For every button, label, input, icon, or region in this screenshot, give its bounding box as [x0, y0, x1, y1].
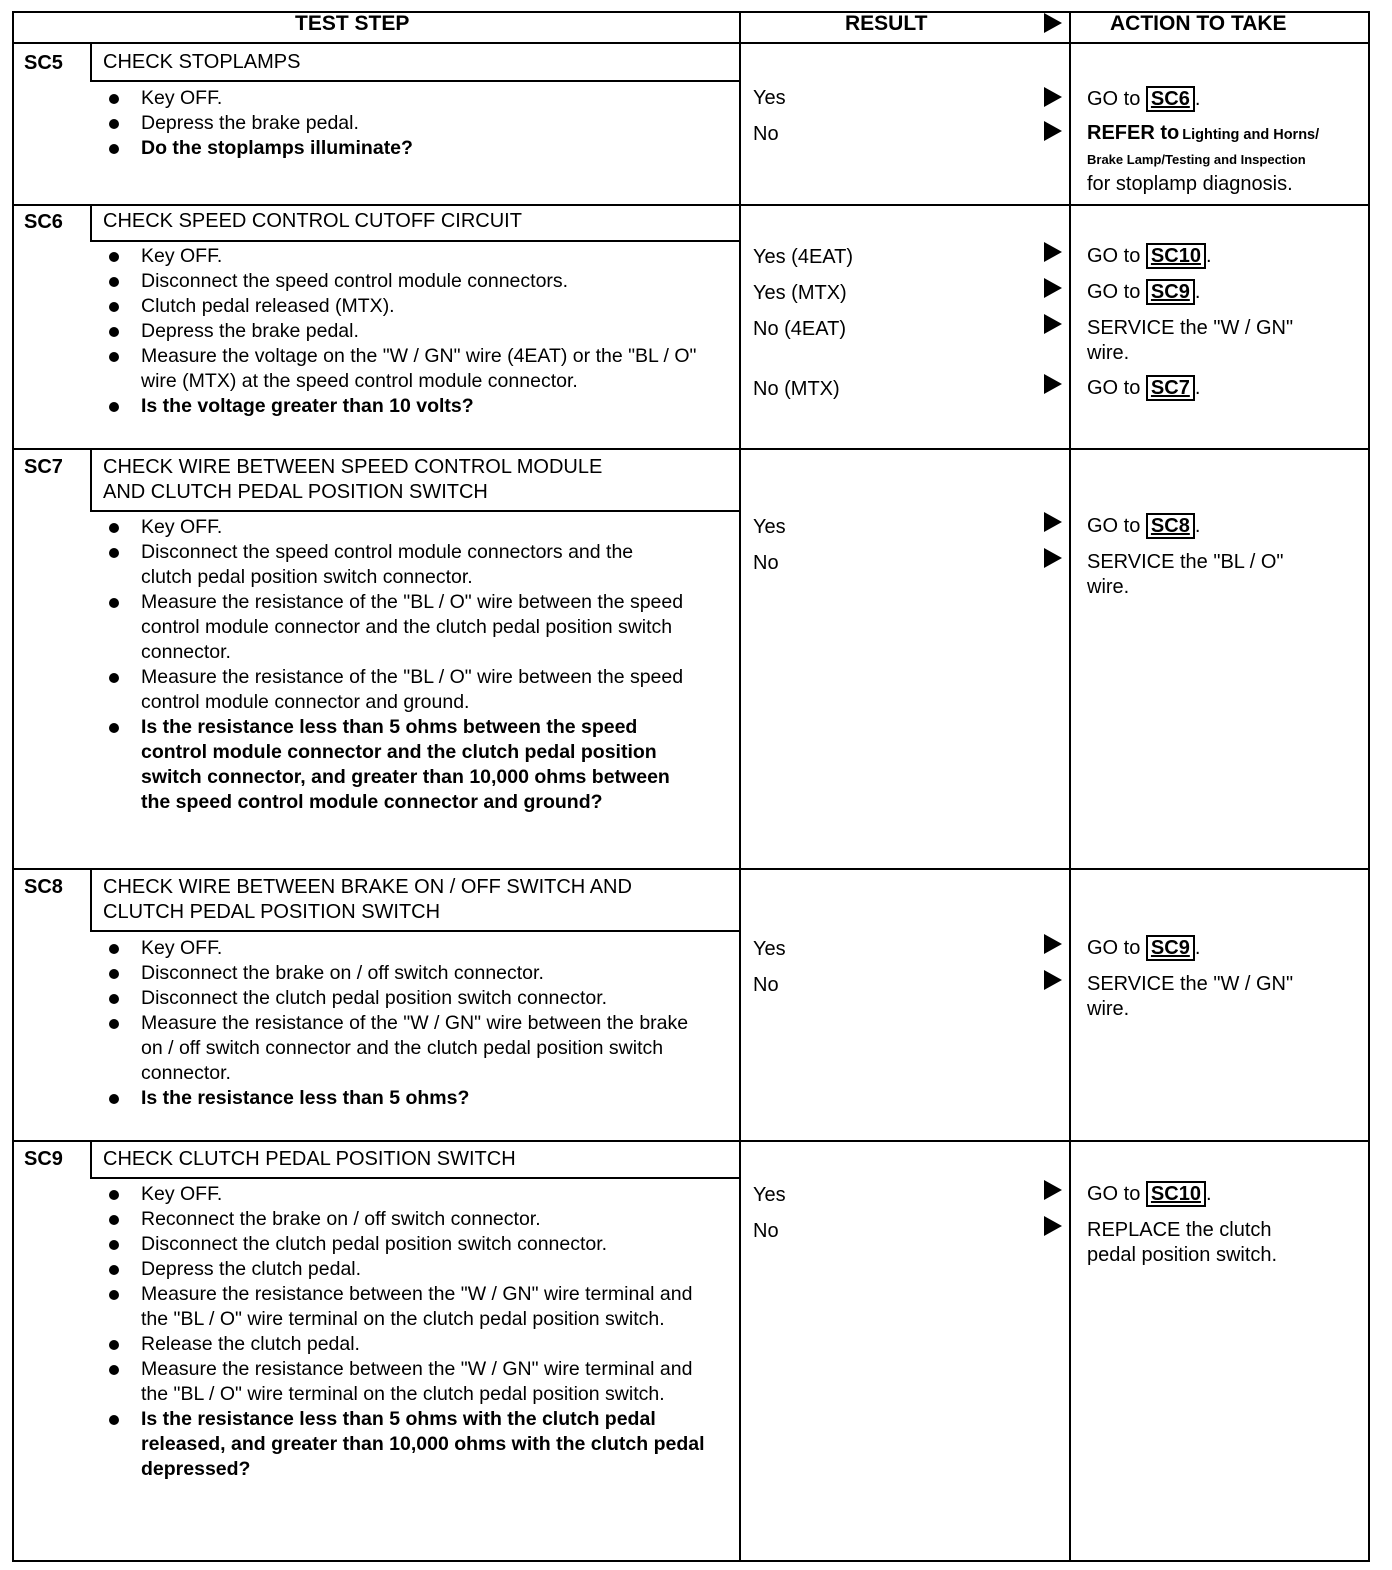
title-underline-sc9: [92, 1177, 739, 1179]
ref-link-sc9[interactable]: SC9: [1146, 935, 1195, 961]
column-divider-step: [739, 11, 741, 1562]
action-line: wire.: [1087, 342, 1130, 364]
list-item: Measure the voltage on the "W / GN" wire (4EAT) or the "BL / O" wire (MTX) at the speed control module connector.: [108, 344, 708, 394]
list-item: Depress the brake pedal.: [108, 319, 708, 344]
row-divider-sc8: [12, 868, 1370, 870]
list-item-question: Is the resistance less than 5 ohms with the clutch pedal released, and greater than 10,000 ohms with the clutch pedal depressed?: [108, 1407, 708, 1482]
ref-link-sc7[interactable]: SC7: [1146, 375, 1195, 401]
refer-target-line3: for stoplamp diagnosis.: [1087, 173, 1293, 195]
list-item: Depress the clutch pedal.: [108, 1257, 708, 1282]
action-sc6-no-4eat: [1087, 316, 1293, 366]
row-divider-sc9: [12, 1140, 1370, 1142]
table-border-right: [1368, 11, 1370, 1562]
title-underline-sc8: [92, 930, 739, 932]
action-sc5-yes: GO to SC6 .: [1087, 88, 1201, 110]
right-triangle-icon: [1044, 1216, 1062, 1236]
action-text: GO to: [1087, 515, 1141, 537]
list-item: Key OFF.: [108, 936, 708, 961]
step-title-sc8: [103, 875, 723, 925]
ref-link-sc8[interactable]: SC8: [1146, 513, 1195, 539]
list-item: Measure the resistance of the "BL / O" wire between the speed control module connector and the clutch pedal position switch connector.: [108, 590, 688, 665]
step-title-line: CHECK WIRE BETWEEN SPEED CONTROL MODULE: [103, 456, 603, 478]
action-sc6-no-mtx: GO to SC7 .: [1087, 377, 1201, 399]
list-item: Disconnect the speed control module connectors.: [108, 269, 708, 294]
result-sc8-yes: Yes: [753, 938, 786, 960]
step-list-sc7: [108, 515, 688, 815]
action-line: SERVICE the "W / GN": [1087, 317, 1294, 339]
action-sc7-no: [1087, 550, 1284, 600]
id-divider-sc8: [90, 870, 92, 932]
action-sc6-yes-mtx: GO to SC9 .: [1087, 281, 1201, 303]
list-item: Clutch pedal released (MTX).: [108, 294, 708, 319]
step-title-sc9: CHECK CLUTCH PEDAL POSITION SWITCH: [103, 1148, 516, 1170]
list-item-question: Is the voltage greater than 10 volts?: [108, 394, 708, 419]
action-text: GO to: [1087, 281, 1141, 303]
list-item: Key OFF.: [108, 1182, 708, 1207]
list-item: Key OFF.: [108, 244, 708, 269]
action-sc8-yes: GO to SC9 .: [1087, 937, 1201, 959]
row-divider-sc6: [12, 204, 1370, 206]
action-text: GO to: [1087, 1183, 1141, 1205]
step-list-sc8: [108, 936, 708, 1111]
result-sc9-yes: Yes: [753, 1184, 786, 1206]
step-list-sc5: [108, 86, 723, 161]
step-id-sc5: SC5: [24, 52, 63, 74]
ref-link-sc6[interactable]: SC6: [1146, 86, 1195, 112]
header-test-step: TEST STEP: [295, 12, 410, 35]
step-id-sc8: SC8: [24, 876, 63, 898]
action-line: SERVICE the "BL / O": [1087, 551, 1284, 573]
ref-link-sc10[interactable]: SC10: [1146, 243, 1206, 269]
id-divider-sc5: [90, 44, 92, 82]
refer-prefix: REFER to: [1087, 122, 1180, 144]
action-line: wire.: [1087, 576, 1130, 598]
right-triangle-icon: [1044, 548, 1062, 568]
header-result: RESULT: [845, 12, 928, 35]
list-item: Measure the resistance of the "BL / O" wire between the speed control module connector and ground.: [108, 665, 688, 715]
right-triangle-icon: [1044, 970, 1062, 990]
result-sc9-no: No: [753, 1220, 779, 1242]
action-line: wire.: [1087, 998, 1130, 1020]
step-id-sc6: SC6: [24, 211, 63, 233]
id-divider-sc6: [90, 206, 92, 242]
step-title-line: CHECK WIRE BETWEEN BRAKE ON / OFF SWITCH AND: [103, 876, 632, 898]
action-line: pedal position switch.: [1087, 1244, 1278, 1266]
title-underline-sc7: [92, 510, 739, 512]
step-title-sc6: CHECK SPEED CONTROL CUTOFF CIRCUIT: [103, 210, 522, 232]
action-sc7-yes: GO to SC8 .: [1087, 515, 1201, 537]
action-sc5-no: [1087, 121, 1369, 197]
id-divider-sc7: [90, 450, 92, 512]
step-title-sc7: [103, 455, 723, 505]
action-sc8-no: [1087, 972, 1293, 1022]
title-underline-sc6: [92, 240, 739, 242]
list-item-question: Is the resistance less than 5 ohms between the speed control module connector and the clutch pedal position switch connector, and greater than 10,000 ohms between the speed control module connector and ground?: [108, 715, 688, 815]
action-text: GO to: [1087, 377, 1141, 399]
step-title-line: AND CLUTCH PEDAL POSITION SWITCH: [103, 481, 488, 503]
list-item-question: Do the stoplamps illuminate?: [108, 136, 723, 161]
list-item: Measure the resistance between the "W / GN" wire terminal and the "BL / O" wire terminal on the clutch pedal position switch.: [108, 1357, 708, 1407]
right-triangle-icon: [1044, 121, 1062, 141]
list-item: Measure the resistance between the "W / GN" wire terminal and the "BL / O" wire terminal on the clutch pedal position switch.: [108, 1282, 708, 1332]
action-line: [1087, 121, 1369, 148]
action-text: GO to: [1087, 245, 1141, 267]
list-item: Depress the brake pedal.: [108, 111, 723, 136]
action-sc6-yes-4eat: GO to SC10 .: [1087, 245, 1212, 267]
row-divider-sc7: [12, 448, 1370, 450]
refer-target-line2: Brake Lamp/Testing and Inspection: [1087, 152, 1306, 167]
result-sc7-no: No: [753, 552, 779, 574]
step-list-sc6: [108, 244, 708, 419]
refer-target-line1: Lighting and Horns/: [1182, 127, 1320, 143]
list-item: Key OFF.: [108, 86, 723, 111]
step-id-sc9: SC9: [24, 1148, 63, 1170]
table-border-left: [12, 11, 14, 1562]
list-item: Release the clutch pedal.: [108, 1332, 708, 1357]
action-text: GO to: [1087, 937, 1141, 959]
right-triangle-icon: [1044, 512, 1062, 532]
right-triangle-icon: [1044, 242, 1062, 262]
id-divider-sc9: [90, 1142, 92, 1179]
action-line: SERVICE the "W / GN": [1087, 973, 1294, 995]
result-sc8-no: No: [753, 974, 779, 996]
right-triangle-icon: [1044, 934, 1062, 954]
title-underline-sc5: [92, 80, 739, 82]
result-sc6-yes-4eat: Yes (4EAT): [753, 246, 854, 268]
list-item: Disconnect the clutch pedal position switch connector.: [108, 986, 708, 1011]
action-sc9-yes: GO to SC10 .: [1087, 1183, 1212, 1205]
right-triangle-icon: [1044, 314, 1062, 334]
list-item: Measure the resistance of the "W / GN" wire between the brake on / off switch connector and the clutch pedal position switch connector.: [108, 1011, 708, 1086]
list-item: Reconnect the brake on / off switch connector.: [108, 1207, 708, 1232]
action-text: GO to: [1087, 88, 1141, 110]
step-title-sc5: CHECK STOPLAMPS: [103, 51, 301, 73]
list-item: Disconnect the clutch pedal position switch connector.: [108, 1232, 708, 1257]
action-sc9-no: [1087, 1218, 1277, 1268]
ref-link-sc10[interactable]: SC10: [1146, 1181, 1206, 1207]
right-triangle-icon: [1044, 278, 1062, 298]
column-divider-action: [1069, 11, 1071, 1562]
list-item-question: Is the resistance less than 5 ohms?: [108, 1086, 708, 1111]
right-triangle-icon: [1044, 87, 1062, 107]
result-sc5-yes: Yes: [753, 87, 786, 109]
ref-link-sc9[interactable]: SC9: [1146, 279, 1195, 305]
header-arrow-icon: [1044, 13, 1062, 33]
table-border-bottom: [12, 1560, 1370, 1562]
result-sc7-yes: Yes: [753, 516, 786, 538]
header-divider: [12, 42, 1370, 44]
right-triangle-icon: [1044, 374, 1062, 394]
action-line: REPLACE the clutch: [1087, 1219, 1272, 1241]
result-sc6-no-mtx: No (MTX): [753, 378, 840, 400]
result-sc5-no: No: [753, 123, 779, 145]
step-list-sc9: [108, 1182, 708, 1482]
step-title-line: CLUTCH PEDAL POSITION SWITCH: [103, 901, 441, 923]
result-sc6-no-4eat: No (4EAT): [753, 318, 846, 340]
list-item: Key OFF.: [108, 515, 688, 540]
list-item: Disconnect the speed control module connectors and the clutch pedal position switch connector.: [108, 540, 688, 590]
header-action: ACTION TO TAKE: [1110, 12, 1287, 35]
result-sc6-yes-mtx: Yes (MTX): [753, 282, 847, 304]
step-id-sc7: SC7: [24, 456, 63, 478]
list-item: Disconnect the brake on / off switch connector.: [108, 961, 708, 986]
right-triangle-icon: [1044, 1180, 1062, 1200]
